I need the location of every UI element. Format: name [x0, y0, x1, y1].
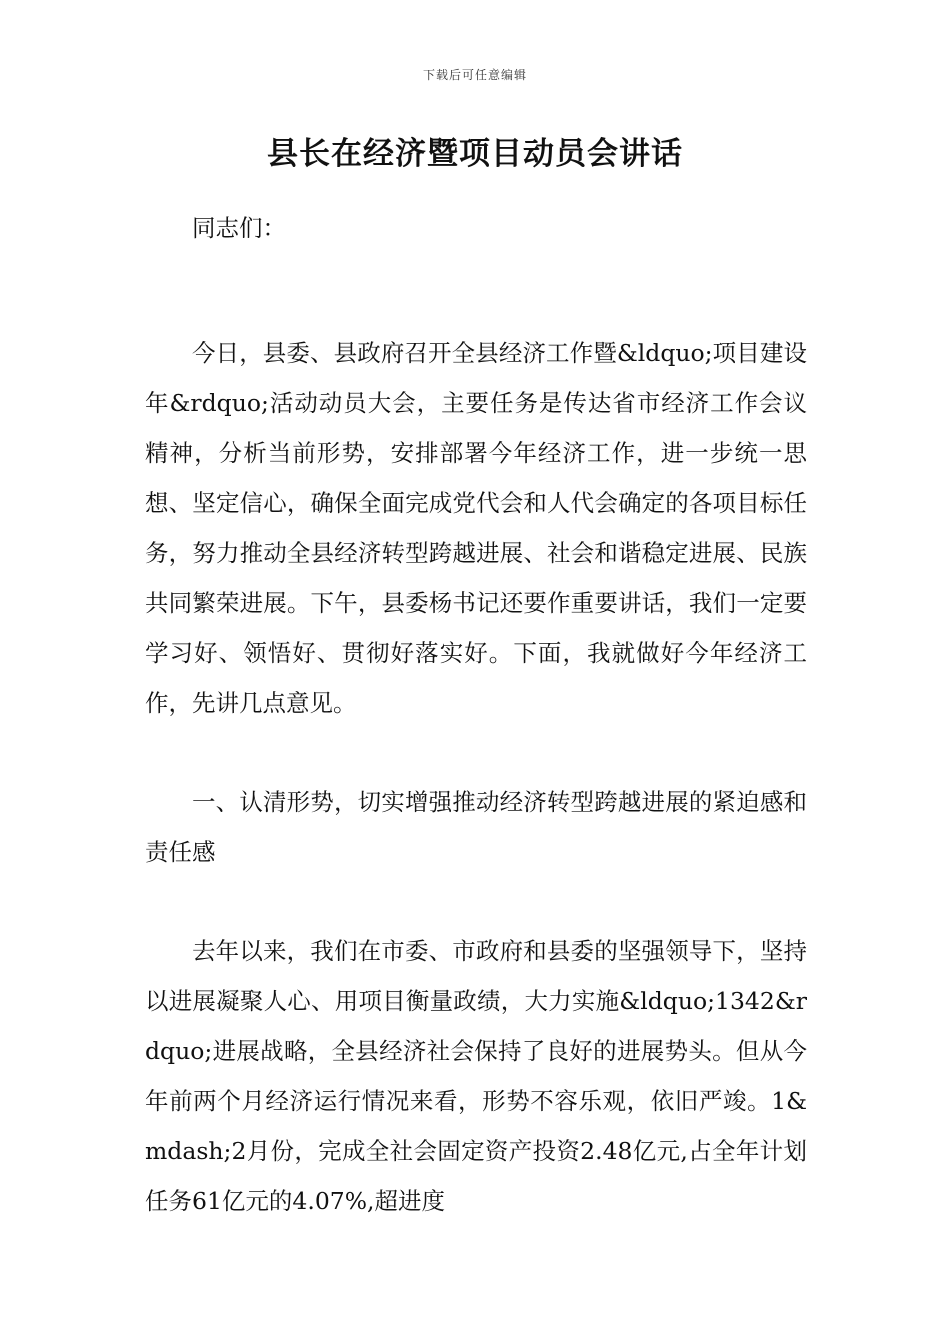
- intro-paragraph-block: [145, 328, 807, 728]
- intro-paragraph: 今日，县委、县政府召开全县经济工作暨&ldquo;项目建设年&rdquo;活动动员大会，主要任务是传达省市经济工作会议精神，分析当前形势，安排部署今年经济工作，进一步统一思想、坚定信心，确保全面完成党代会和人代会确定的各项目标任务，努力推动全县经济转型跨越进展、社会和谐稳定进展、民族共同繁荣进展。下午，县委杨书记还要作重要讲话，我们一定要学习好、领悟好、贯彻好落实好。下面，我就做好今年经济工作，先讲几点意见。: [145, 339, 807, 717]
- section-one-heading-block: [145, 777, 807, 877]
- salutation-block: [145, 203, 807, 253]
- salutation: 同志们：: [192, 214, 286, 242]
- section-one-body-block: [145, 926, 807, 1226]
- header-note: 下载后可任意编辑: [422, 68, 527, 82]
- section-one-body: 去年以来，我们在市委、市政府和县委的坚强领导下，坚持以进展凝聚人心、用项目衡量政绩，大力实施&ldquo;1342&rdquo;进展战略，全县经济社会保持了良好的进展势头。但从今年前两个月经济运行情况来看，形势不容乐观，依旧严竣。1&mdash;2月份，完成全社会固定资产投资2.48亿元,占全年计划任务61亿元的4.07%,超进度: [145, 937, 807, 1215]
- document-title: 县长在经济暨项目动员会讲话: [267, 136, 683, 172]
- section-one-heading: 一、认清形势，切实增强推动经济转型跨越进展的紧迫感和责任感: [145, 788, 807, 866]
